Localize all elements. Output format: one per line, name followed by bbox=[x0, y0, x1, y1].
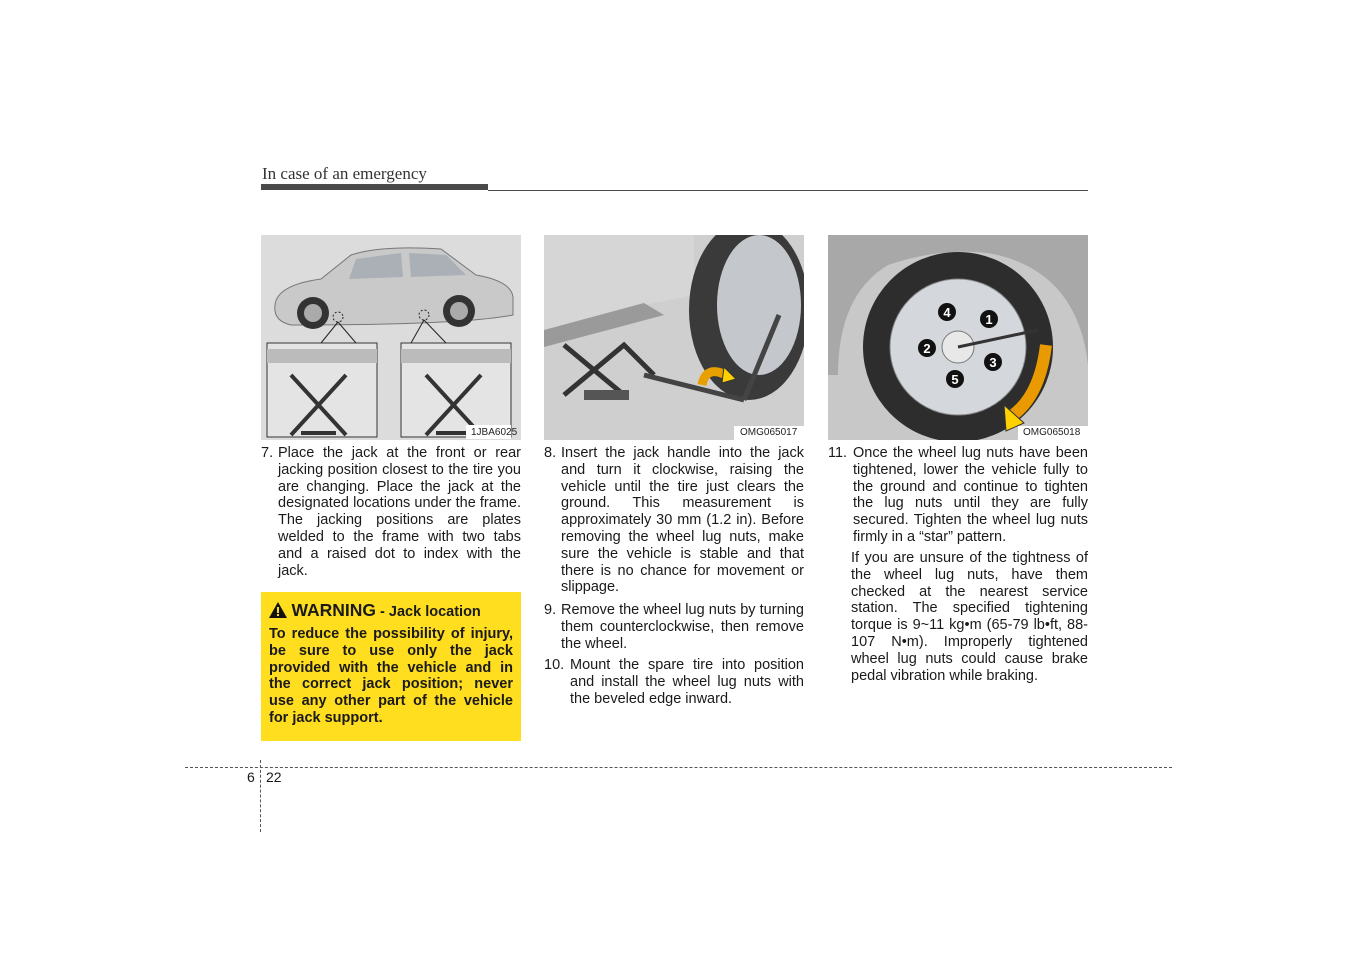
step-number: 11. bbox=[828, 445, 848, 461]
step-number: 7. bbox=[261, 445, 274, 461]
lug-nut-number-5: 5 bbox=[951, 372, 959, 387]
jack-handle-illustration bbox=[544, 235, 804, 440]
step-text: Insert the jack handle into the jack and turn it clockwise, raising the vehicle until the tire just clears the ground. This measurement is approximately 30 mm (1.2 in). Before removing the wheel lug nuts, make sure the vehicle is stable and that there is no chance for movement or slippage. bbox=[561, 445, 804, 596]
figure-code: 1JBA6025 bbox=[471, 427, 518, 438]
warning-subtitle: - Jack location bbox=[376, 604, 481, 620]
warning-box bbox=[261, 592, 521, 741]
warning-triangle-icon bbox=[269, 602, 287, 618]
warning-header bbox=[269, 600, 481, 621]
lug-nut-number-3: 3 bbox=[989, 355, 997, 370]
section-title: In case of an emergency bbox=[262, 164, 427, 183]
figure-jack-positions bbox=[261, 235, 521, 440]
header-accent-bar bbox=[261, 184, 488, 190]
lug-nut-number-1: 1 bbox=[985, 312, 993, 327]
step-text: Mount the spare tire into position and install the wheel lug nuts with the beveled edge inward. bbox=[570, 657, 804, 707]
lug-nut-number-2: 2 bbox=[923, 341, 931, 356]
step-11 bbox=[828, 445, 1088, 546]
figure-code: OMG065017 bbox=[740, 427, 798, 438]
car-jack-points-illustration bbox=[261, 235, 521, 440]
figure-code: OMG065018 bbox=[1023, 427, 1081, 438]
step-text: Remove the wheel lug nuts by turning them counterclockwise, then remove the wheel. bbox=[561, 602, 804, 652]
step-7 bbox=[261, 445, 521, 579]
wheel-star-pattern-illustration bbox=[828, 235, 1088, 440]
step-9 bbox=[544, 602, 804, 652]
footer-vertical-divider bbox=[260, 760, 261, 832]
step-number: 9. bbox=[544, 602, 557, 618]
warning-label: WARNING bbox=[291, 600, 377, 620]
step-number: 8. bbox=[544, 445, 557, 461]
chapter-number: 6 bbox=[247, 769, 255, 785]
step-text: Once the wheel lug nuts have been tightened, lower the vehicle fully to the ground and continue to tighten the lug nuts until they are fully secured. Tighten the wheel lug nuts firmly in a “star” pattern. bbox=[853, 445, 1088, 545]
figure-lug-nut-pattern bbox=[828, 235, 1088, 440]
step-number: 10. bbox=[544, 657, 565, 673]
step-8 bbox=[544, 445, 804, 596]
torque-note bbox=[851, 550, 1088, 684]
step-text: Place the jack at the front or rear jacking position closest to the tire you are changing. Place the jack at the designated locations under the frame. The jacking positions are plates welded to the frame with two tabs and a raised dot to index with the jack. bbox=[278, 445, 521, 579]
warning-text: To reduce the possibility of injury, be sure to use only the jack provided with the vehicle and in the correct jack position; never use any other part of the vehicle for jack support. bbox=[269, 626, 513, 726]
header-rule bbox=[488, 190, 1088, 191]
footer-divider bbox=[185, 767, 1172, 768]
lug-nut-number-4: 4 bbox=[943, 305, 951, 320]
figure-jack-handle bbox=[544, 235, 804, 440]
step-10 bbox=[544, 657, 804, 707]
note-text: If you are unsure of the tightness of the wheel lug nuts, have them checked at the nearest service station. The specified tightening torque is 9~11 kg•m (65-79 lb•ft, 88-107 N•m). Improperly tightened wheel lug nuts could cause brake pedal vibration while braking. bbox=[851, 550, 1088, 684]
page-number: 22 bbox=[266, 769, 282, 785]
